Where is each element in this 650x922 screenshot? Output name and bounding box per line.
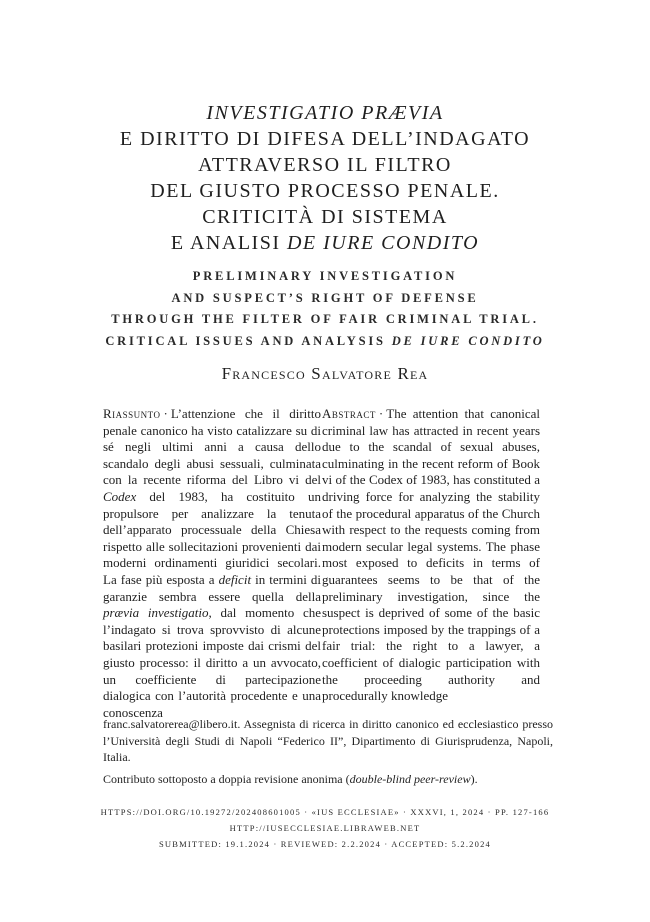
review-note-suffix: ). [470, 772, 478, 786]
title-line-6-italic: DE IURE CONDITO [286, 232, 480, 254]
review-note [103, 771, 553, 787]
abstract-it-text-2: del 1983, ha costituito un propulsore per analizzare la tenuta dell’apparato processuale della Chiesa rispetto alle sollecitazioni provenienti dai moderni ordinamenti giuridici secolari. La fase più esposta a [103, 488, 321, 587]
en-title-line-3: THROUGH THE FILTER OF FAIR CRIMINAL TRIAL. [111, 312, 539, 326]
title-line-4: DEL GIUSTO PROCESSO PENALE. [150, 180, 500, 202]
en-title-line-4-prefix: CRITICAL ISSUES AND ANALYSIS [105, 333, 392, 348]
en-title-line-1: PRELIMINARY INVESTIGATION [192, 269, 458, 283]
author-affiliation: franc.salvatorerea@libero.it. Assegnista di ricerca in diritto canonico ed ecclesiastico presso l’Università degli Studi di Napoli “Federico II”, Dipartimento di Giurisprudenza, Napoli, Italia. [103, 717, 553, 764]
abstract-it-text-3: in termini di garanzie sembra essere quella della [103, 571, 321, 604]
abstract-en-label: Abstract [322, 406, 376, 421]
title-line-3: ATTRAVERSO IL FILTRO [198, 154, 452, 176]
doi-line: HTTPS://DOI.ORG/10.19272/202408601005 · «IUS ECCLESIAE» · XXXVI, 1, 2024 · PP. 127-166 [100, 807, 550, 817]
title-line-2: E DIRITTO DI DIFESA DELL’INDAGATO [119, 128, 531, 150]
en-title-line-2: AND SUSPECT’S RIGHT OF DEFENSE [171, 290, 479, 305]
review-note-italic: double-blind peer-review [349, 772, 471, 786]
title-line-6-prefix: E ANALISI [170, 232, 287, 254]
abstract-it-deficit: deficit [218, 571, 252, 587]
en-title-line-4-italic: DE IURE CONDITO [391, 333, 545, 348]
abstract-it-text-1: L’attenzione che il diritto penale canonico ha visto catalizzare su di sé negli ultimi anni a causa dello scandalo degli abusi sessuali, culminata con la recente riforma del Libro vi del [103, 406, 321, 488]
abstract-it-label: Riassunto [103, 406, 161, 421]
dates-line: SUBMITTED: 19.1.2024 · REVIEWED: 2.2.2024 · ACCEPTED: 5.2.2024 [159, 839, 491, 849]
abstract-it-praevia: prævia investigatio [103, 605, 209, 621]
abstract-it-text-4: , dal momento che l’indagato si trova sprovvisto di alcune basilari protezioni imposte dai crismi del giusto processo: il diritto a un avvocato, un coefficiente di partecipazione dialogica con l’autorità procedente e una conoscenza [103, 605, 321, 720]
title-line-1: INVESTIGATIO PRÆVIA [206, 102, 444, 124]
abstract-english [322, 406, 540, 705]
abstract-en-text: The attention that canonical criminal law has attracted in recent years due to the scandal of sexual abuses, culminating in the recent reform of Book vi of the Codex of 1983, has constituted a driving force for analyzing the stability of the procedural apparatus of the Church with respect to the requests coming from modern secular legal systems. The phase most exposed to deficits in terms of guarantees seems to be that of the preliminary investigation, since the suspect is deprived of some of the basic protections imposed by the trappings of a fair trial: the right to a lawyer, a coefficient of dialogic participation with the proceeding authority and procedurally knowledge [322, 406, 540, 704]
author-name: Francesco Salvatore Rea [221, 364, 429, 383]
abstract-it-separator: · [163, 406, 168, 421]
en-title-line-4 [60, 331, 590, 353]
journal-url: HTTP://IUSECCLESIAE.LIBRAWEB.NET [229, 823, 421, 833]
review-note-prefix: Contributo sottoposto a doppia revisione anonima ( [103, 772, 350, 786]
title-line-6 [60, 230, 590, 256]
abstract-italian [103, 406, 321, 721]
abstract-en-separator: · [378, 406, 384, 421]
english-title [60, 266, 590, 352]
title-line-5: CRITICITÀ DI SISTEMA [202, 206, 448, 228]
italian-title [60, 100, 590, 256]
abstract-it-codex: Codex [103, 488, 137, 504]
